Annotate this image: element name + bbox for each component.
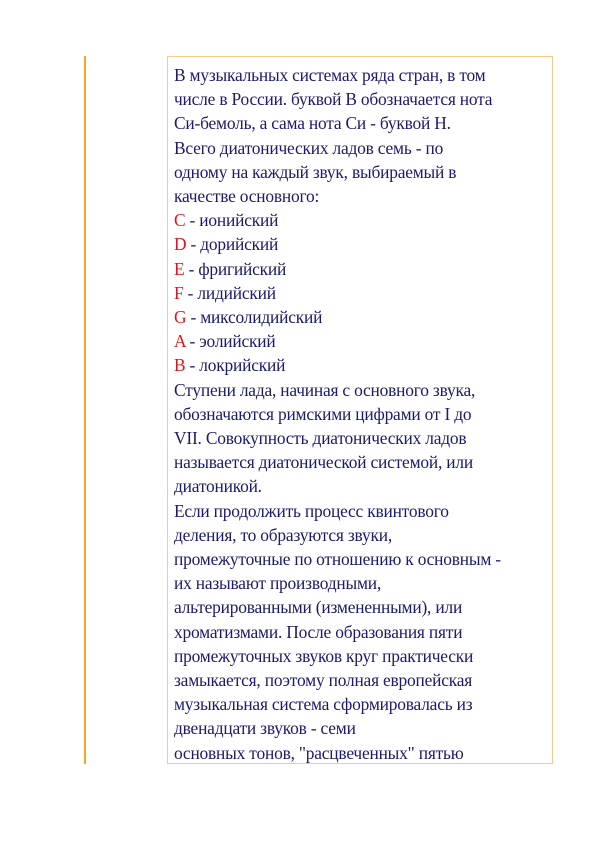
text-line: промежуточные по отношению к основным -	[174, 549, 501, 570]
text-line: называется диатонической системой, или	[174, 452, 473, 473]
text-box	[167, 56, 553, 764]
mode-item	[174, 281, 548, 305]
text-line: VII. Совокупность диатонических ладов	[174, 428, 467, 449]
text-line: промежуточных звуков круг практически	[174, 645, 474, 666]
mode-name: - фригийский	[184, 258, 287, 279]
mode-item	[174, 305, 548, 329]
mode-name: - ионийский	[185, 210, 279, 231]
mode-name: - локрийский	[185, 355, 286, 376]
mode-item	[174, 232, 548, 256]
mode-letter: D	[174, 234, 187, 255]
text-line: двенадцати звуков - семи	[174, 718, 356, 739]
text-line: Ступени лада, начиная с основного звука,	[174, 379, 476, 400]
text-line: хроматизмами. После образования пяти	[174, 621, 463, 642]
text-line: Если продолжить процесс квинтового	[174, 500, 449, 521]
text-line: их называют производными,	[174, 573, 381, 594]
mode-letter: B	[174, 355, 186, 376]
mode-name: - дорийский	[186, 234, 279, 255]
margin-rule	[84, 56, 86, 764]
mode-item	[174, 329, 548, 353]
mode-letter: A	[174, 331, 186, 352]
mode-item	[174, 208, 548, 232]
text-line: альтерированными (измененными), или	[174, 597, 463, 618]
text-line: основных тонов, "расцвеченных" пятью	[174, 742, 464, 763]
text-line: Си-бемоль, а сама нота Си - буквой H.	[174, 113, 451, 134]
text-line: качестве основного:	[174, 186, 320, 207]
text-line: В музыкальных системах ряда стран, в том	[174, 65, 486, 85]
text-line: диатоникой.	[174, 476, 262, 497]
text-line: одному на каждый звук, выбираемый в	[174, 161, 457, 182]
mode-item	[174, 257, 548, 281]
mode-letter: C	[174, 210, 186, 231]
mode-letter: E	[174, 258, 185, 279]
mode-letter: F	[174, 282, 184, 303]
text-line: замыкается, поэтому полная европейская	[174, 670, 473, 691]
mode-name: - эолийский	[185, 331, 276, 352]
mode-name: - миксолидийский	[186, 307, 323, 328]
mode-item	[174, 353, 548, 377]
text-line: музыкальная система сформировалась из	[174, 694, 473, 715]
text-line: обозначаются римскими цифрами от I до	[174, 403, 472, 424]
mode-name: - лидийский	[183, 282, 276, 303]
text-line: числе в России. буквой B обозначается нота	[174, 89, 493, 110]
text-line: деления, то образуются звуки,	[174, 524, 392, 545]
text-line: Всего диатонических ладов семь - по	[174, 137, 444, 158]
mode-letter: G	[174, 307, 187, 328]
